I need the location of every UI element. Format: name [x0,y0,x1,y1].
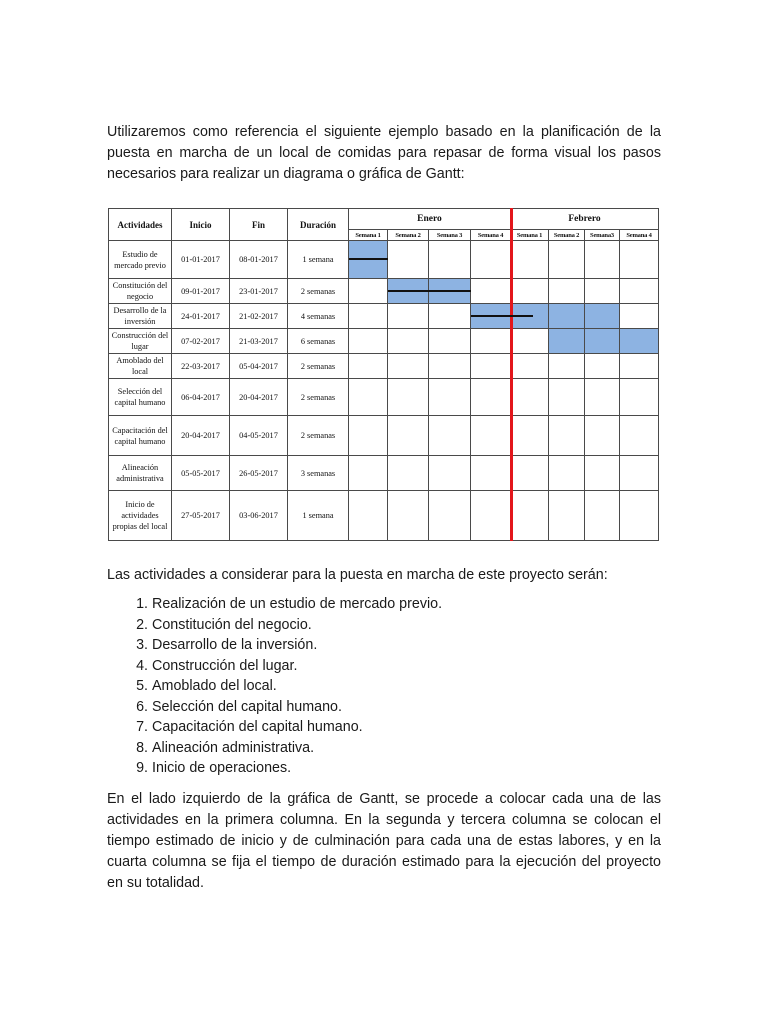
table-row [109,456,659,491]
header-week: Semana 4 [471,230,511,241]
header-month-february: Febrero [511,209,659,230]
week-cell [349,354,388,379]
week-cell [585,491,620,541]
duration-cell: 4 semanas [288,304,349,329]
header-month-january: Enero [349,209,511,230]
activity-cell: Construcción del lugar [109,329,172,354]
week-cell [511,279,549,304]
week-cell [620,416,659,456]
week-cell [549,354,585,379]
week-cell [511,379,549,416]
week-cell [585,241,620,279]
end-date-cell: 21-02-2017 [230,304,288,329]
progress-bar [388,290,471,292]
week-cell-filled [549,329,585,354]
activity-cell: Estudio de mercado previo [109,241,172,279]
today-marker-line [510,208,513,541]
week-cell [349,329,388,354]
week-cell [388,329,429,354]
list-item: 7. Capacitación del capital humano. [152,717,442,738]
week-cell [429,329,471,354]
week-cell [471,491,511,541]
duration-cell: 3 semanas [288,456,349,491]
activity-cell: Desarrollo de la inversión [109,304,172,329]
start-date-cell: 20-04-2017 [172,416,230,456]
header-duration: Duración [288,209,349,241]
week-cell [585,456,620,491]
duration-cell: 2 semanas [288,354,349,379]
end-date-cell: 21-03-2017 [230,329,288,354]
header-week: Semana 2 [549,230,585,241]
week-cell [549,241,585,279]
start-date-cell: 01-01-2017 [172,241,230,279]
week-cell [471,379,511,416]
week-cell [511,456,549,491]
start-date-cell: 09-01-2017 [172,279,230,304]
week-cell [620,491,659,541]
activity-cell: Selección del capital humano [109,379,172,416]
activities-intro: Las actividades a considerar para la puesta en marcha de este proyecto serán: [107,567,608,583]
week-cell-filled [585,329,620,354]
list-item: 4. Construcción del lugar. [152,656,442,677]
activity-cell: Alineación administrativa [109,456,172,491]
week-cell [585,416,620,456]
week-cell [620,354,659,379]
intro-paragraph: Utilizaremos como referencia el siguiente ejemplo basado en la planificación de la puesta en marcha de un local de comidas para repasar de forma visual los pasos necesarios para realizar un diagrama o gráfica de Gantt: [107,124,661,182]
table-row [109,491,659,541]
duration-cell: 2 semanas [288,416,349,456]
start-date-cell: 07-02-2017 [172,329,230,354]
end-date-cell: 03-06-2017 [230,491,288,541]
week-cell [388,354,429,379]
activity-cell: Inicio de actividades propias del local [109,491,172,541]
week-cell [429,304,471,329]
week-cell-filled [620,329,659,354]
header-week: Semana 4 [620,230,659,241]
header-week: Semana3 [585,230,620,241]
end-date-cell: 26-05-2017 [230,456,288,491]
week-cell [388,491,429,541]
week-cell [511,416,549,456]
week-cell [349,491,388,541]
week-cell [511,241,549,279]
start-date-cell: 05-05-2017 [172,456,230,491]
week-cell [429,491,471,541]
week-cell [349,379,388,416]
table-row [109,354,659,379]
duration-cell: 2 semanas [288,279,349,304]
week-cell [511,354,549,379]
week-cell [549,279,585,304]
week-cell [549,416,585,456]
table-row [109,329,659,354]
duration-cell: 6 semanas [288,329,349,354]
duration-cell: 1 semana [288,491,349,541]
week-cell [429,241,471,279]
duration-cell: 2 semanas [288,379,349,416]
activity-cell: Constitución del negocio [109,279,172,304]
start-date-cell: 24-01-2017 [172,304,230,329]
week-cell [549,456,585,491]
activity-cell: Capacitación del capital humano [109,416,172,456]
header-week: Semana 2 [388,230,429,241]
header-week: Semana 1 [349,230,388,241]
list-item: 3. Desarrollo de la inversión. [152,635,442,656]
end-date-cell: 23-01-2017 [230,279,288,304]
week-cell [620,241,659,279]
week-cell [429,379,471,416]
start-date-cell: 22-03-2017 [172,354,230,379]
progress-bar [349,258,388,260]
table-row [109,279,659,304]
week-cell [620,379,659,416]
activity-cell: Amoblado del local [109,354,172,379]
week-cell-filled [549,304,585,329]
week-cell [549,491,585,541]
week-cell [349,416,388,456]
week-cell [429,354,471,379]
list-item: 6. Selección del capital humano. [152,697,442,718]
week-cell [349,456,388,491]
week-cell [549,379,585,416]
week-cell [471,456,511,491]
end-date-cell: 20-04-2017 [230,379,288,416]
header-start: Inicio [172,209,230,241]
week-cell [388,456,429,491]
week-cell [471,416,511,456]
list-item: 1. Realización de un estudio de mercado previo. [152,594,442,615]
week-cell [471,279,511,304]
table-row [109,416,659,456]
header-end: Fin [230,209,288,241]
gantt-body [109,241,659,541]
end-date-cell: 08-01-2017 [230,241,288,279]
week-cell [429,416,471,456]
table-row [109,379,659,416]
activities-list [110,594,442,779]
week-cell [620,279,659,304]
list-item: 5. Amoblado del local. [152,676,442,697]
end-date-cell: 05-04-2017 [230,354,288,379]
list-item: 9. Inicio de operaciones. [152,758,442,779]
week-cell [620,304,659,329]
week-cell [388,379,429,416]
week-cell [349,279,388,304]
week-cell [429,456,471,491]
list-item: 2. Constitución del negocio. [152,615,442,636]
week-cell [471,241,511,279]
week-cell [585,279,620,304]
week-cell-filled [585,304,620,329]
week-cell [585,354,620,379]
progress-bar [471,315,534,317]
header-week: Semana 1 [511,230,549,241]
week-cell [620,456,659,491]
header-activities: Actividades [109,209,172,241]
duration-cell: 1 semana [288,241,349,279]
week-cell [585,379,620,416]
start-date-cell: 27-05-2017 [172,491,230,541]
week-cell [471,354,511,379]
week-cell [511,491,549,541]
table-row [109,304,659,329]
week-cell [388,416,429,456]
start-date-cell: 06-04-2017 [172,379,230,416]
week-cell [349,304,388,329]
end-date-cell: 04-05-2017 [230,416,288,456]
week-cell [511,329,549,354]
week-cell [388,304,429,329]
week-cell [388,241,429,279]
list-item: 8. Alineación administrativa. [152,738,442,759]
week-cell [471,329,511,354]
closing-paragraph: En el lado izquierdo de la gráfica de Gantt, se procede a colocar cada una de las actividades en la primera columna. En la segunda y tercera columna se colocan el tiempo estimado de inicio y de culminación para cada una de estas labores, y en la cuarta columna se fija el tiempo de duración estimado para la ejecución del proyecto en su totalidad. [107,791,661,891]
header-week: Semana 3 [429,230,471,241]
